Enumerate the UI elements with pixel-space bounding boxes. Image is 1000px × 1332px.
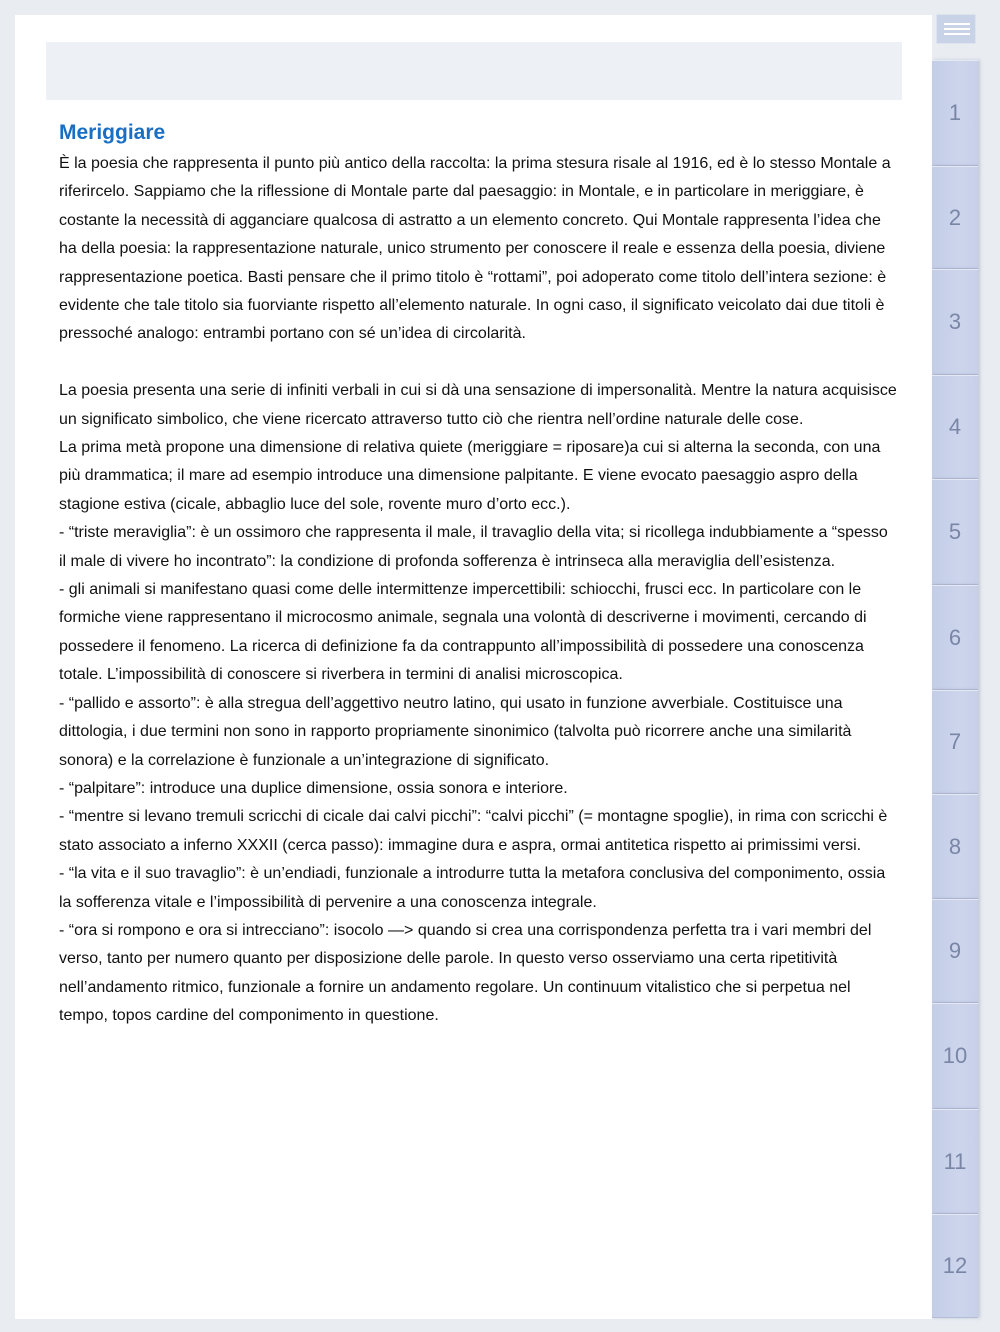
paragraph-2: La poesia presenta una serie di infiniti verbali in cui si dà una sensazione di impersonalità. Mentre la natura acquisisce un significato simbolico, che viene ricercato attraverso tutto ciò che rientra nell’ordine naturale delle cose. [59,382,897,428]
paragraph-6: - “pallido e assorto”: è alla stregua dell’aggettivo neutro latino, qui usato in funzione avverbiale. Costituisce una dittologia, i due termini non sono in rapporto propriamente sinonimico (talvolta può ricorrere anche una similarità sonora) e la correlazione è funzionale a un’integrazione di significato. [59,694,852,769]
page-tab-label: 5 [948,519,962,544]
page-tab-label: 9 [948,938,962,963]
page-tab-label: 11 [943,1148,967,1174]
hamburger-menu-icon[interactable] [936,14,976,44]
page-tab-12[interactable] [932,1214,978,1318]
paragraph-7: - “palpitare”: introduce una duplice dimensione, ossia sonora e interiore. [59,779,568,797]
paragraph-5: - gli animali si manifestano quasi come delle intermittenze impercettibili: schiocchi, frusci ecc. In particolare con le formiche viene rappresentano il microcosmo animale, segnala una volontà di descriverne i movimenti, cercando di possedere il fenomeno. La ricerca di definizione fa da contrappunto all’impossibilità di possedere una conoscenza totale. L’impossibilità di conoscere si riverbera in termini di analisi microscopica. [59,581,867,684]
page-tab-6[interactable] [932,585,978,690]
page-header-band [46,42,902,100]
page-tab-label: 7 [948,729,962,754]
page-tab-label: 2 [948,204,962,230]
page-tab-5[interactable] [932,479,978,585]
menu-line [944,28,970,30]
page-tab-label: 1 [948,100,962,125]
document-page [15,15,932,1319]
menu-line [944,23,970,25]
page-tabs [932,60,978,1318]
page-tab-label: 8 [948,833,962,859]
paragraph-8: - “mentre si levano tremuli scricchi di cicale dai calvi picchi”: “calvi picchi” (= montagne spoglie), in rima con scricchi è stato associato a inferno XXXII (cerca passo): immagine dura e aspra, ormai antitetica rispetto ai primissimi versi. [59,808,888,854]
page-tab-label: 6 [948,624,962,650]
page-tab-label: 10 [942,1043,968,1068]
page-tab-4[interactable] [932,375,978,479]
paragraph-1: È la poesia che rappresenta il punto più antico della raccolta: la prima stesura risale al 1916, ed è lo stesso Montale a riferircelo. Sappiamo che la riflessione di Montale parte dal paesaggio: in Montale, e in particolare in meriggiare, è costante la necessità di agganciare qualcosa di astratto a un elemento concreto. Qui Montale rappresenta l’idea che ha della poesia: la rappresentazione naturale, unico strumento per conoscere il reale e essenza della poesia, diviene rappresentazione poetica. Basti pensare che il primo titolo è “rottami”, poi adoperato come titolo dell’intera sezione: è evidente che tale titolo sia fuorviante rispetto all’elemento naturale. In ogni caso, il significato veicolato dai due titoli è pressoché analogo: entrambi portano con sé un’idea di circolarità. [59,155,891,343]
paragraph-3: La prima metà propone una dimensione di relativa quiete (meriggiare = riposare)a cui si alterna la seconda, con una più drammatica; il mare ad esempio introduce una dimensione palpitante. E viene evocato paesaggio aspro della stagione estiva (cicale, abbaglio luce del sole, rovente muro d’orto ecc.). [59,439,881,513]
document-title: Meriggiare [59,121,166,144]
page-tab-3[interactable] [932,269,978,375]
page-tab-1[interactable] [932,60,978,166]
paragraph-10: - “ora si rompono e ora si intrecciano”: isocolo —> quando si crea una corrispondenza perfetta tra i vari membri del verso, tanto per numero quanto per disposizione delle parole. In questo verso osserviamo una certa ripetitività nell’andamento ritmico, funzionale a fornire un andamento regolare. Un continuum vitalistico che si perpetua nel tempo, topos cardine del componimento in questione. [59,921,872,1025]
page-tab-9[interactable] [932,899,978,1003]
paragraph-gap [59,349,899,377]
page-tab-8[interactable] [932,794,978,899]
page-tab-2[interactable] [932,166,978,269]
page-tab-10[interactable] [932,1003,978,1109]
page-tab-label: 4 [948,414,962,439]
menu-line [944,33,970,35]
page-tab-label: 12 [942,1253,968,1278]
page-tab-7[interactable] [932,690,978,794]
page-tab-11[interactable] [932,1109,978,1214]
paragraph-4: - “triste meraviglia”: è un ossimoro che rappresenta il male, il travaglio della vita; si ricollega indubbiamente a “spesso il male di vivere ho incontrato”: la condizione di profonda sofferenza è intrinseca alla meraviglia dell’esistenza. [59,524,888,570]
paragraph-9: - “la vita e il suo travaglio”: è un’endiadi, funzionale a introdurre tutta la metafora conclusiva del componimento, ossia la sofferenza vitale e l’impossibilità di pervenire a una conoscenza integrale. [59,865,886,911]
page-tab-label: 3 [948,309,962,334]
document-body [59,150,899,1031]
